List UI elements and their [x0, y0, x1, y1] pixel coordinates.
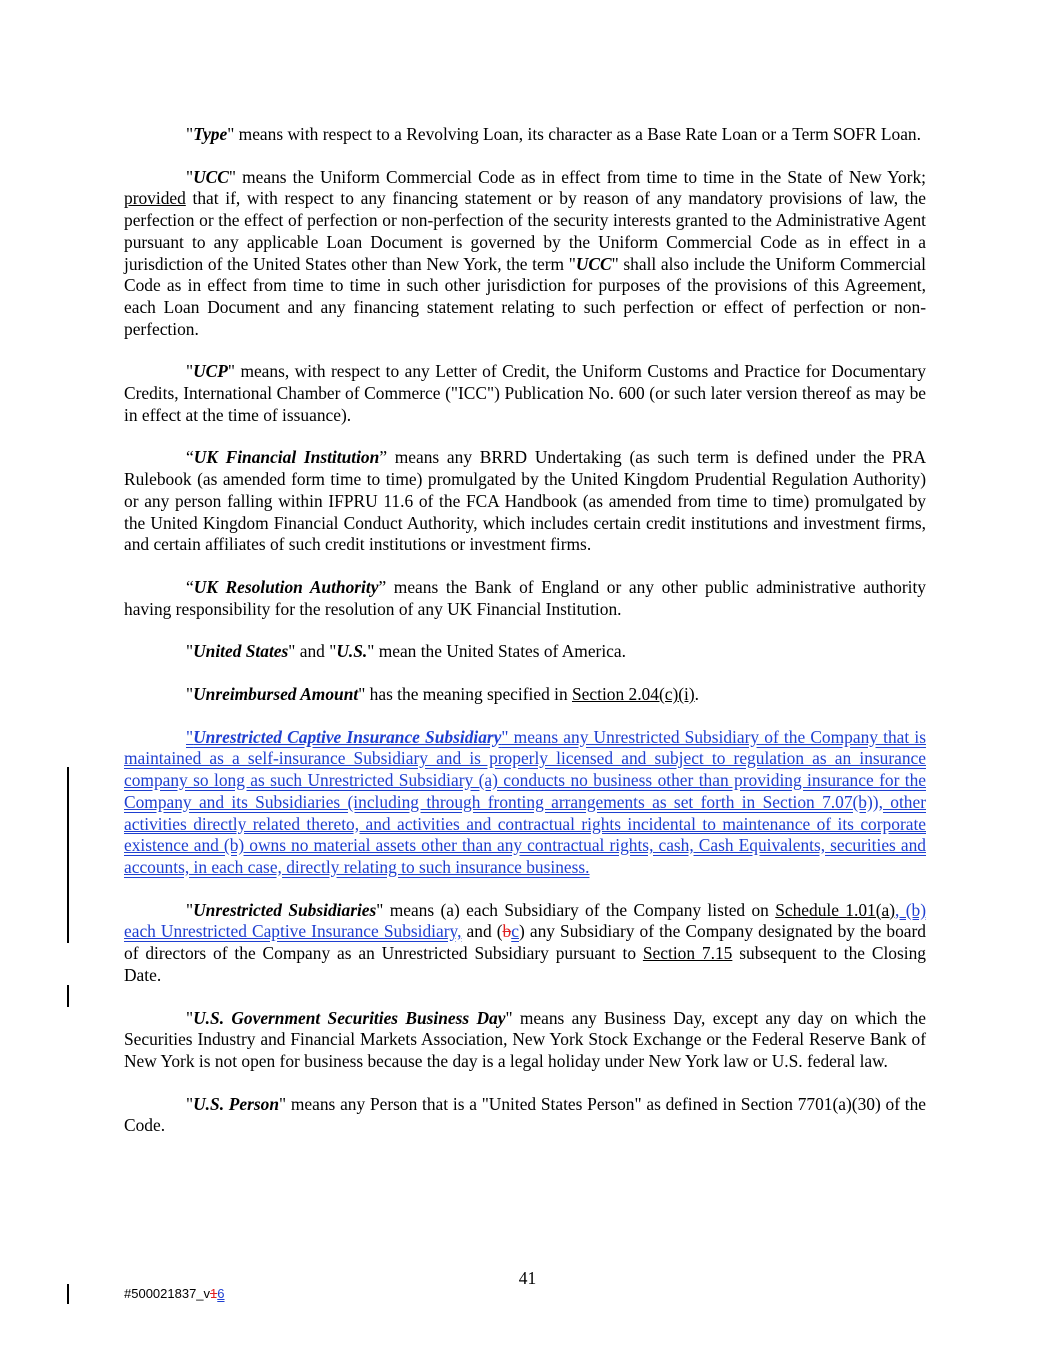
- defined-term: U.S.: [336, 641, 368, 662]
- doc-id-prefix: #500021837_v: [124, 1286, 211, 1301]
- defined-term: UK Financial Institution: [193, 447, 380, 468]
- deleted-text: 1: [210, 1286, 218, 1301]
- defined-term: United States: [193, 641, 289, 662]
- definitions-body: [124, 124, 926, 1158]
- definition-text: ” means any BRRD Undertaking (as such term is defined under the PRA Rulebook (as amended form time to time) promulgated by the United Kingdom Prudential Regulation Authority) or any person falling within IFPRU 11.6 of the FCA Handbook (as amended from time to time) promulgated by the United Kingdom Financial Conduct Authority, which includes certain credit institutions and investment firms, and certain affiliates of such credit institutions or investment firms.: [124, 447, 927, 555]
- defined-term: UCC: [575, 253, 612, 274]
- section-reference: Section 2.04(c)(i): [572, 684, 695, 705]
- definition-captive-insurance-inserted: "Unrestricted Captive Insurance Subsidiary" means any Unrestricted Subsidiary of the Company that is maintained as a self-insurance Subsidiary and is properly licensed and subject to regulation as an insurance company so long as such Unrestricted Subsidiary (a) conducts no business other than providing insurance for the Company and its Subsidiaries (including through fronting arrangements as set forth in Section 7.07(b)), other activities directly related thereto, and activities and contractual rights incidental to maintenance of its corporate existence and (b) owns no material assets other than any contractual rights, cash, Cash Equivalents, securities and accounts, in each case, directly relating to such insurance business.: [124, 726, 926, 877]
- defined-term: UCP: [193, 361, 228, 382]
- defined-term: U.S. Government Securities Business Day: [193, 1007, 506, 1028]
- definition-text: " means any Unrestricted Subsidiary of the Company that is maintained as a self-insurance Subsidiary and is properly licensed and subject to regulation as an insurance company so long as such Unrestricted Subsidiary (a) conducts no business other than providing insurance for the Company and its Subsidiaries (including through fronting arrangements as set forth in Section 7.07(b)), other activities directly related thereto, and activities and contractual rights incidental to maintenance of its corporate existence and (b) owns no material assets other than any contractual rights, cash, Cash Equivalents, securities and accounts, in each case, directly relating to such insurance business.: [124, 726, 926, 877]
- inserted-text: c: [511, 921, 519, 942]
- defined-term: Type: [193, 124, 228, 144]
- definition-government-securities-business-day: "U.S. Government Securities Business Day" means any Business Day, except any day on which the Securities Industry and Financial Markets Association, New York Stock Exchange or the Federal Reserve Bank of New York is not open for business because the day is a legal holiday under New York law or U.S. federal law.: [124, 1007, 926, 1071]
- definition-text: " has the meaning specified in: [358, 684, 572, 705]
- definition-text: " means the Uniform Commercial Code as in effect from time to time in the State of New York;: [228, 166, 926, 187]
- defined-term: U.S. Person: [193, 1093, 280, 1114]
- definition-uk-resolution-authority: “UK Resolution Authority” means the Bank of England or any other public administrative authority having responsibility for the resolution of any UK Financial Institution.: [124, 576, 926, 619]
- change-bar: [67, 767, 69, 943]
- definition-unreimbursed-amount: "Unreimbursed Amount" has the meaning specified in Section 2.04(c)(i).: [186, 684, 700, 705]
- definition-ucc: "UCC" means the Uniform Commercial Code as in effect from time to time in the State of New York; provided that if, with respect to any financing statement or by reason of any mandatory provisions of law, the perfection or the effect of perfection or non-perfection of the security interests granted to the Administrative Agent pursuant to any applicable Loan Document is governed by the Uniform Commercial Code as in effect in a jurisdiction of the United States other than New York, the term "UCC" shall also include the Uniform Commercial Code as in effect from time to time in such other jurisdiction for purposes of the provisions of this Agreement, each Loan Document and any financing statement relating to such perfection or effect of perfection or non-perfection.: [124, 166, 926, 339]
- change-bar: [67, 985, 69, 1007]
- definition-us-person: "U.S. Person" means any Person that is a "United States Person" as defined in Section 7701(a)(30) of the Code.: [124, 1093, 926, 1136]
- definition-text: " means any Business Day, except any day on which the Securities Industry and Financial Markets Association, New York Stock Exchange or the Federal Reserve Bank of New York is not open for business because the day is a legal holiday under New York law or U.S. federal law.: [124, 1007, 926, 1071]
- provided-word: provided: [124, 188, 186, 209]
- definition-unrestricted-subsidiaries: "Unrestricted Subsidiaries" means (a) each Subsidiary of the Company listed on Schedule 1.01(a), (b) each Unrestricted Captive Insurance Subsidiary, and (bc) any Subsidiary of the Company designated by the board of directors of the Company as an Unrestricted Subsidiary pursuant to Section 7.15 subsequent to the Closing Date.: [124, 899, 926, 985]
- schedule-reference: Schedule 1.01(a): [775, 899, 896, 920]
- defined-term: Unrestricted Subsidiaries: [193, 899, 377, 920]
- definition-text: ) any Subsidiary of the Company designated by the board of directors of the Company as an Unrestricted Subsidiary pursuant to: [124, 921, 926, 964]
- definition-text: and (: [461, 921, 503, 942]
- defined-term: UCC: [193, 166, 229, 187]
- definition-uk-financial-institution: “UK Financial Institution” means any BRRD Undertaking (as such term is defined under the PRA Rulebook (as amended form time to time) promulgated by the United Kingdom Prudential Regulation Authority) or any person falling within IFPRU 11.6 of the FCA Handbook (as amended from time to time) promulgated by the United Kingdom Financial Conduct Authority, which includes certain credit institutions and investment firms, and certain affiliates of such credit institutions or investment firms.: [124, 447, 927, 555]
- definition-text: .: [694, 684, 700, 705]
- page-number: 41: [518, 1268, 537, 1288]
- document-id: [124, 1286, 225, 1301]
- defined-term: UK Resolution Authority: [193, 576, 379, 597]
- definition-text: subsequent to the Closing Date.: [124, 943, 926, 985]
- definition-united-states: "United States" and "U.S." mean the United States of America.: [186, 641, 626, 662]
- definition-text: " means any Person that is a "United States Person" as defined in Section 7701(a)(30) of the Code.: [124, 1093, 926, 1136]
- inserted-text: , (b) each Unrestricted Captive Insurance Subsidiary,: [124, 899, 926, 942]
- definition-text: ” means the Bank of England or any other public administrative authority having responsibility for the resolution of any UK Financial Institution.: [124, 576, 926, 619]
- definition-text: " mean the United States of America.: [367, 641, 626, 662]
- definition-text: " means, with respect to any Letter of Credit, the Uniform Customs and Practice for Documentary Credits, International Chamber of Commerce ("ICC") Publication No. 600 (or such later version thereof as may be in effect at the time of issuance).: [124, 361, 926, 425]
- definition-text: that if, with respect to any financing statement or by reason of any mandatory provisions of law, the perfection or the effect of perfection or non-perfection of the security interests granted to the Administrative Agent pursuant to any applicable Loan Document is governed by the Uniform Commercial Code as in effect in a jurisdiction of the United States other than New York, the term ": [124, 188, 926, 274]
- definition-text: " shall also include the Uniform Commercial Code as in effect from time to time in such other jurisdiction for purposes of the provisions of this Agreement, each Loan Document and any financing statement relating to such perfection or effect of perfection or non-perfection.: [124, 253, 926, 339]
- definition-type: "Type" means with respect to a Revolving Loan, its character as a Base Rate Loan or a Term SOFR Loan.: [186, 124, 921, 144]
- deleted-text: b: [502, 921, 512, 942]
- defined-term: Unrestricted Captive Insurance Subsidiary: [193, 726, 502, 747]
- defined-term: Unreimbursed Amount: [193, 684, 359, 705]
- inserted-text: 6: [217, 1286, 225, 1301]
- section-reference: Section 7.15: [642, 943, 733, 964]
- definition-text: " means (a) each Subsidiary of the Company listed on: [376, 899, 776, 920]
- definition-ucp: "UCP" means, with respect to any Letter of Credit, the Uniform Customs and Practice for Documentary Credits, International Chamber of Commerce ("ICC") Publication No. 600 (or such later version thereof as may be in effect at the time of issuance).: [124, 361, 926, 425]
- definition-text: " and ": [288, 641, 337, 662]
- definition-text: " means with respect to a Revolving Loan, its character as a Base Rate Loan or a Term SOFR Loan.: [227, 124, 921, 144]
